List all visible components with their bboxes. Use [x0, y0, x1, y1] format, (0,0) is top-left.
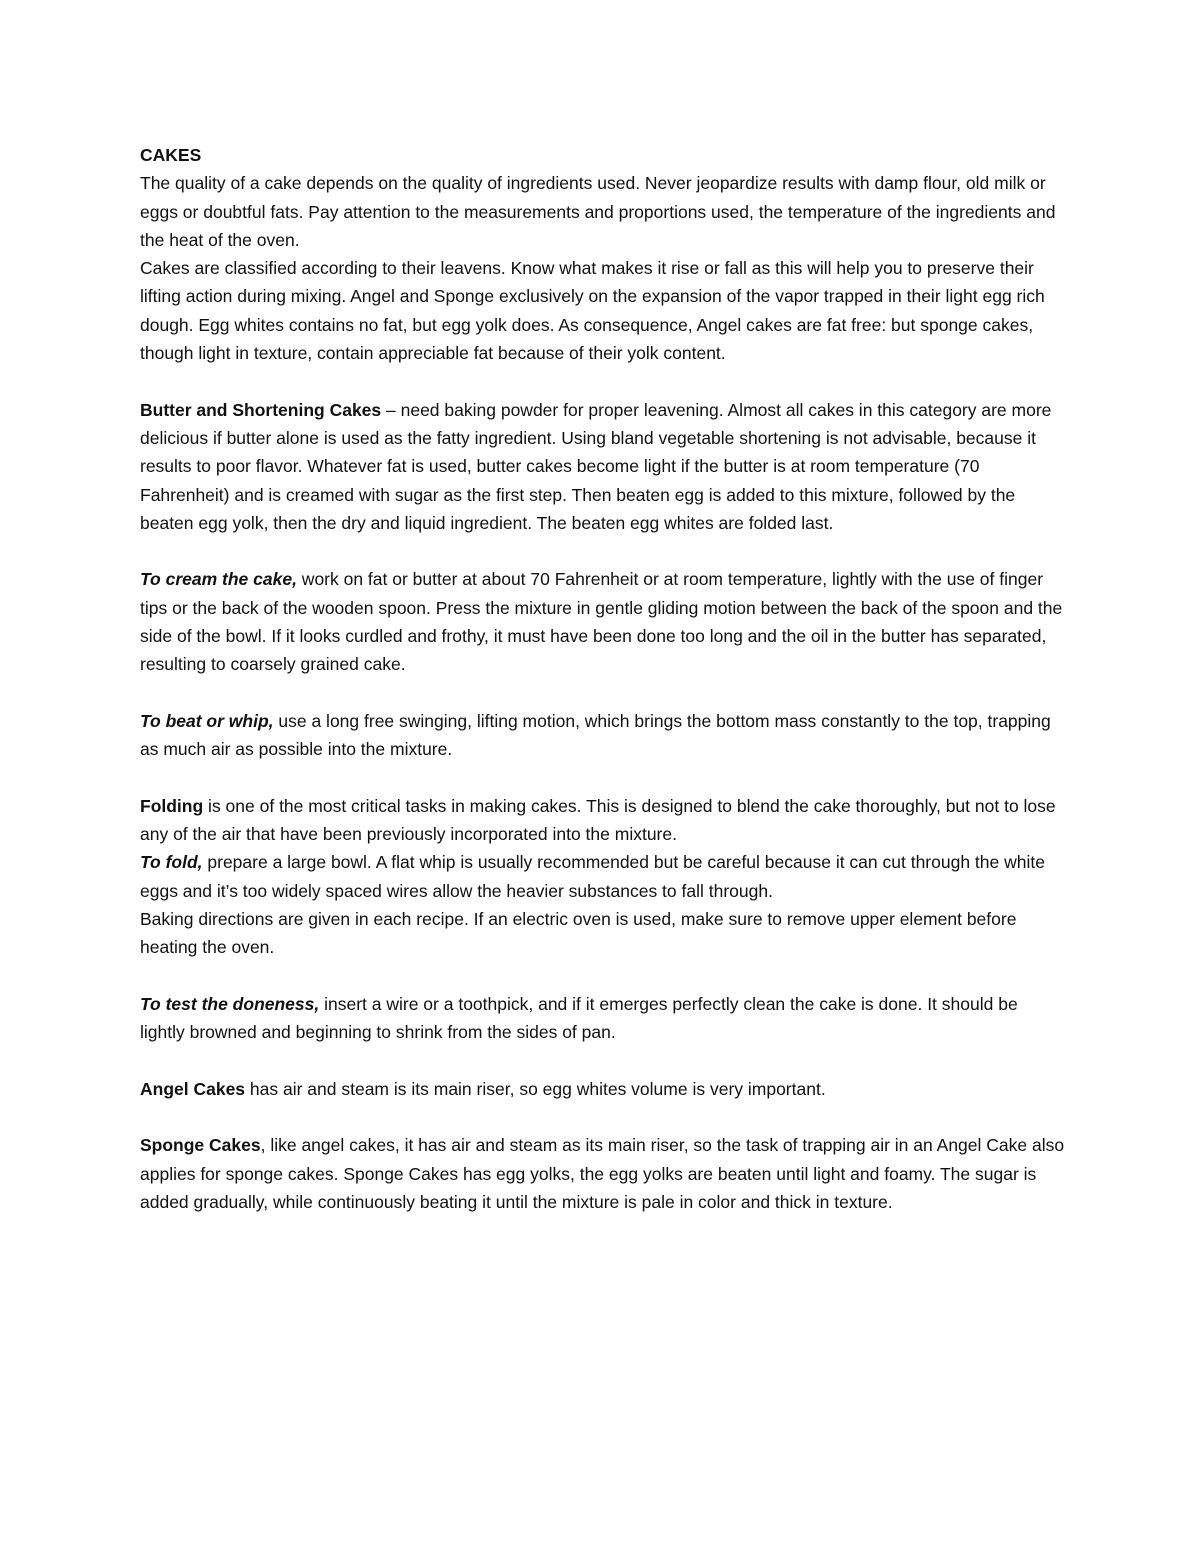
sponge-cakes-term: Sponge Cakes — [140, 1135, 261, 1156]
angel-cakes-paragraph — [140, 1075, 1065, 1103]
folding-paragraph — [140, 792, 1065, 849]
paragraph-spacer — [140, 962, 1065, 990]
sponge-cakes-paragraph — [140, 1131, 1065, 1216]
cream-term: To cream the cake, — [140, 569, 297, 590]
butter-cakes-text: – need baking powder for proper leavening. Almost all cakes in this category are more delicious if butter alone is used as the fatty ingredient. Using bland vegetable shortening is not advisable, because it results to poor flavor. Whatever fat is used, butter cakes become light if the butter is at room temperature (70 Fahrenheit) and is creamed with sugar as the first step. Then beaten egg is added to this mixture, followed by the beaten egg yolk, then the dry and liquid ingredient. The beaten egg whites are folded last. — [140, 399, 1052, 533]
paragraph-spacer — [140, 764, 1065, 792]
doneness-text: insert a wire or a toothpick, and if it emerges perfectly clean the cake is done. It should be lightly browned and beginning to shrink from the sides of pan. — [140, 993, 1018, 1043]
sponge-cakes-text: , like angel cakes, it has air and steam as its main riser, so the task of trapping air in an Angel Cake also applies for sponge cakes. Sponge Cakes has egg yolks, the egg yolks are beaten until light and foamy. The sugar is added gradually, while continuously beating it until the mixture is pale in color and thick in texture. — [140, 1135, 1065, 1212]
folding-text: is one of the most critical tasks in making cakes. This is designed to blend the cake thoroughly, but not to lose any of the air that have been previously incorporated into the mixture. — [140, 795, 1056, 845]
intro-paragraph-classification: Cakes are classified according to their leavens. Know what makes it rise or fall as this will help you to preserve their lifting action during mixing. Angel and Sponge exclusively on the expansion of the vapor trapped in their light egg rich dough. Egg whites contains no fat, but egg yolk does. As consequence, Angel cakes are fat free: but sponge cakes, though light in texture, contain appreciable fat because of their yolk content. — [140, 258, 1045, 364]
intro-paragraph-quality: The quality of a cake depends on the quality of ingredients used. Never jeopardize results with damp flour, old milk or eggs or doubtful fats. Pay attention to the measurements and proportions used, the temperature of the ingredients and the heat of the oven. — [140, 173, 1056, 250]
angel-cakes-term: Angel Cakes — [140, 1078, 246, 1099]
paragraph-spacer — [140, 537, 1065, 565]
fold-paragraph — [140, 848, 1065, 905]
baking-directions-paragraph: Baking directions are given in each recipe. If an electric oven is used, make sure to remove upper element before heating the oven. — [140, 909, 1017, 958]
paragraph-spacer — [140, 367, 1065, 395]
document-title: CAKES — [140, 145, 202, 165]
paragraph-spacer — [140, 1103, 1065, 1131]
document-body — [140, 141, 1065, 1216]
beat-paragraph — [140, 707, 1065, 764]
angel-cakes-text: has air and steam is its main riser, so egg whites volume is very important. — [245, 1078, 826, 1099]
folding-term: Folding — [140, 795, 204, 816]
doneness-term: To test the doneness, — [140, 993, 320, 1014]
fold-text: prepare a large bowl. A flat whip is usually recommended but be careful because it can cut through the white eggs and it’s too widely spaced wires allow the heavier substances to fall through. — [140, 852, 1045, 901]
cream-paragraph — [140, 565, 1065, 678]
butter-cakes-paragraph — [140, 396, 1065, 537]
paragraph-spacer — [140, 1047, 1065, 1075]
butter-cakes-term: Butter and Shortening Cakes — [140, 399, 382, 420]
beat-term: To beat or whip, — [140, 710, 274, 731]
fold-term: To fold, — [140, 852, 203, 873]
doneness-paragraph — [140, 990, 1065, 1047]
paragraph-spacer — [140, 679, 1065, 707]
cream-text: work on fat or butter at about 70 Fahrenheit or at room temperature, lightly with the use of finger tips or the back of the wooden spoon. Press the mixture in gentle gliding motion between the back of the spoon and the side of the bowl. If it looks curdled and frothy, it must have been done too long and the oil in the butter has separated, resulting to coarsely grained cake. — [140, 569, 1063, 675]
beat-text: use a long free swinging, lifting motion, which brings the bottom mass constantly to the top, trapping as much air as possible into the mixture. — [140, 710, 1051, 760]
